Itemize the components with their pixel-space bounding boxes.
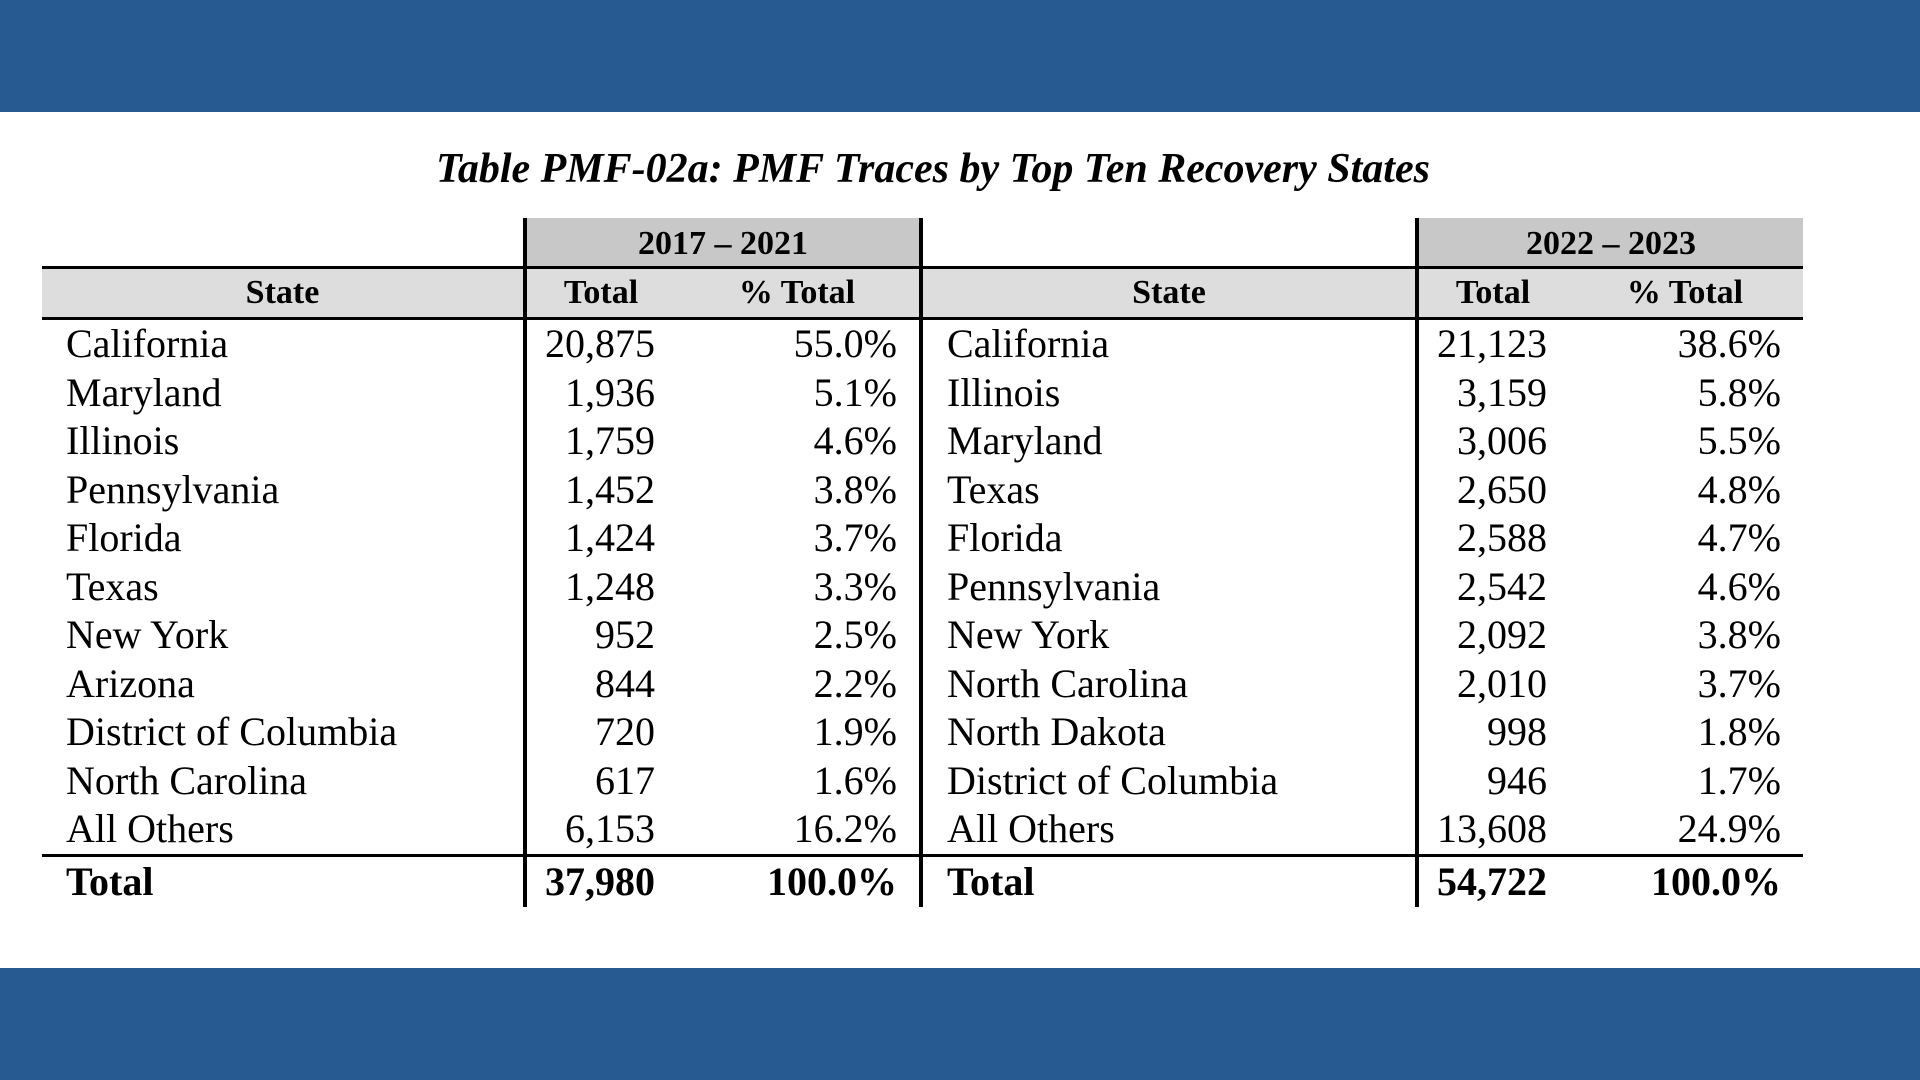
table-row (42, 708, 1803, 757)
header-band (0, 0, 1920, 112)
pct-total-cell-left: 16.2% (793, 806, 897, 852)
state-cell-left: Maryland (66, 369, 222, 415)
pct-total-cell-left: 3.7% (813, 515, 897, 561)
state-traces-table (42, 218, 1803, 907)
table-row (42, 417, 1803, 466)
total-cell-right: 998 (1417, 708, 1567, 757)
pct-total-cell-right: 1.8% (1697, 709, 1781, 755)
total-cell-left: 1,936 (525, 369, 675, 418)
total-cell-right: 2,650 (1417, 466, 1567, 515)
spacer-cell (921, 218, 1417, 268)
state-cell-right: Maryland (921, 417, 1417, 466)
state-header-right: State (921, 268, 1417, 319)
pct-total-cell-right: 1.7% (1697, 757, 1781, 803)
total-cell-right: 2,542 (1417, 563, 1567, 612)
table-title: Table PMF-02a: PMF Traces by Top Ten Recovery States (436, 146, 1430, 192)
pct-total-header-right: % Total (1567, 268, 1803, 319)
state-cell-right: All Others (921, 805, 1417, 855)
table-row (42, 369, 1803, 418)
total-cell-right: 3,159 (1417, 369, 1567, 418)
total-cell-left: 6,153 (525, 805, 675, 855)
table-row (42, 319, 1803, 369)
state-cell-left: Pennsylvania (66, 466, 280, 512)
state-cell-right: Total (921, 855, 1417, 907)
total-cell-right: 946 (1417, 757, 1567, 806)
table-row (42, 466, 1803, 515)
state-cell-right: New York (921, 611, 1417, 660)
pct-total-cell-right: 4.7% (1697, 515, 1781, 561)
total-cell-right: 2,092 (1417, 611, 1567, 660)
pct-total-cell-left: 4.6% (813, 418, 897, 464)
state-cell-right: Florida (921, 514, 1417, 563)
state-cell-left: California (66, 321, 229, 367)
total-cell-left: 844 (525, 660, 675, 709)
state-header-left: State (42, 268, 525, 319)
table-row (42, 611, 1803, 660)
total-cell-left: 617 (525, 757, 675, 806)
total-header-right: Total (1417, 268, 1567, 319)
state-cell-left: North Carolina (66, 757, 308, 803)
state-cell-right: North Dakota (921, 708, 1417, 757)
total-cell-right: 54,722 (1417, 855, 1567, 907)
pct-total-cell-left: 2.2% (813, 660, 897, 706)
column-header-row (42, 268, 1803, 319)
state-cell-left: All Others (66, 806, 234, 852)
pct-total-cell-right: 5.5% (1697, 418, 1781, 464)
total-cell-left: 1,759 (525, 417, 675, 466)
total-cell-right: 13,608 (1417, 805, 1567, 855)
total-cell-left: 20,875 (525, 319, 675, 369)
period-header-row (42, 218, 1803, 268)
state-cell-left: New York (66, 612, 229, 658)
period-right-header: 2022 – 2023 (1417, 218, 1803, 268)
pct-total-cell-left: 3.3% (813, 563, 897, 609)
pct-total-cell-right: 24.9% (1677, 806, 1781, 852)
pct-total-cell-left: 3.8% (813, 466, 897, 512)
total-cell-right: 2,588 (1417, 514, 1567, 563)
pct-total-cell-right: 5.8% (1697, 369, 1781, 415)
table-row (42, 563, 1803, 612)
pct-total-header-left: % Total (675, 268, 921, 319)
footer-band (0, 968, 1920, 1080)
state-cell-right: California (921, 319, 1417, 369)
pct-total-cell-left: 5.1% (813, 369, 897, 415)
total-cell-left: 952 (525, 611, 675, 660)
total-header-left: Total (525, 268, 675, 319)
pct-total-cell-left: 1.9% (813, 709, 897, 755)
spacer-cell (42, 218, 525, 268)
total-cell-left: 1,424 (525, 514, 675, 563)
total-cell-left: 720 (525, 708, 675, 757)
pct-total-cell-right: 3.8% (1697, 612, 1781, 658)
state-cell-left: District of Columbia (66, 709, 398, 755)
pct-total-cell-right: 4.8% (1697, 466, 1781, 512)
state-cell-left: Florida (66, 515, 182, 561)
state-cell-left: Texas (66, 563, 159, 609)
pct-total-cell-right: 100.0% (1567, 855, 1803, 907)
state-cell-left: Arizona (66, 660, 195, 706)
total-cell-right: 21,123 (1417, 319, 1567, 369)
table-row (42, 805, 1803, 855)
total-cell-left: 1,248 (525, 563, 675, 612)
table-row (42, 514, 1803, 563)
state-cell-right: Illinois (921, 369, 1417, 418)
pct-total-cell-left: 1.6% (813, 757, 897, 803)
pct-total-cell-right: 38.6% (1677, 321, 1781, 367)
pct-total-cell-left: 2.5% (813, 612, 897, 658)
state-cell-left: Illinois (66, 418, 180, 464)
table-row (42, 660, 1803, 709)
state-cell-right: Pennsylvania (921, 563, 1417, 612)
pct-total-cell-left: 100.0% (675, 855, 921, 907)
total-cell-right: 3,006 (1417, 417, 1567, 466)
state-cell-right: North Carolina (921, 660, 1417, 709)
pct-total-cell-right: 4.6% (1697, 563, 1781, 609)
total-cell-left: 37,980 (525, 855, 675, 907)
state-cell-right: Texas (921, 466, 1417, 515)
state-cell-right: District of Columbia (921, 757, 1417, 806)
total-cell-right: 2,010 (1417, 660, 1567, 709)
state-cell-left: Total (42, 855, 525, 907)
total-row (42, 855, 1803, 907)
total-cell-left: 1,452 (525, 466, 675, 515)
pct-total-cell-right: 3.7% (1697, 660, 1781, 706)
pct-total-cell-left: 55.0% (793, 321, 897, 367)
period-left-header: 2017 – 2021 (525, 218, 921, 268)
table-row (42, 757, 1803, 806)
